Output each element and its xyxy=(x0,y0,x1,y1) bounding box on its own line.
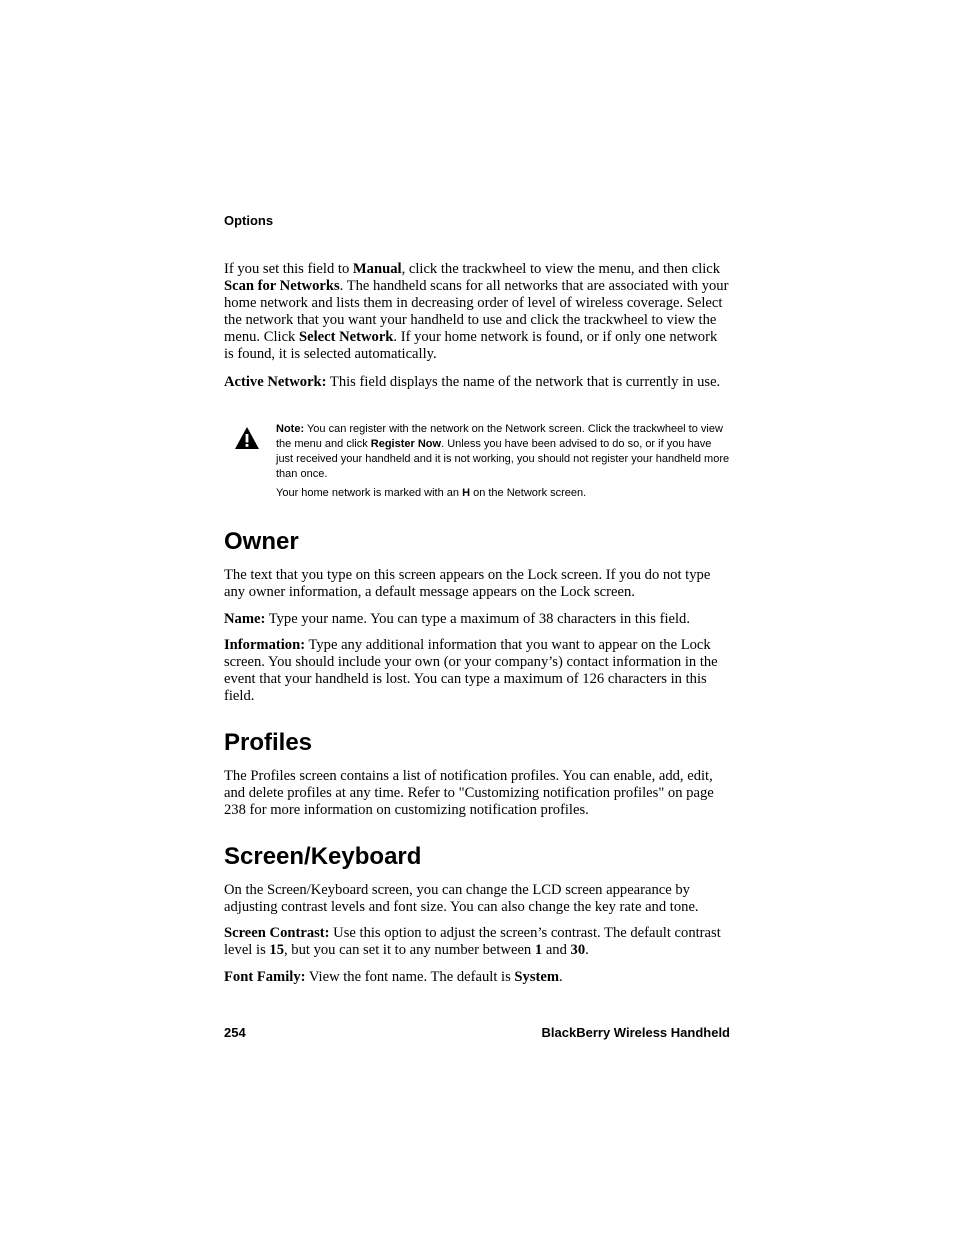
profiles-paragraph: The Profiles screen contains a list of notification profiles. You can enable, add, edit, and delete profiles at any time. Refer to "Customizing notification profiles" on page 238 for more information on customizing notification profiles. xyxy=(224,768,714,818)
note-home-network-text: Your home network is marked with an H on the Network screen. xyxy=(276,487,587,499)
network-selection-paragraph: If you set this field to Manual, click the trackwheel to view the menu, and then click Scan for Networks. The handheld scans for all networks that are associated with your home network and lists them in decreasing order of level of wireless coverage. Select the network that you want your handheld to use and click the trackwheel to view the menu. Click Select Network. If your home network is found, or if only one network is found, it is selected automatically. xyxy=(224,261,729,362)
active-network-label: Active Network: xyxy=(224,374,327,390)
profiles-heading: Profiles xyxy=(224,729,313,756)
screen-keyboard-heading: Screen/Keyboard xyxy=(224,843,422,870)
page-number: 254 xyxy=(224,1025,246,1040)
page-footer xyxy=(224,1025,730,1040)
warning-icon xyxy=(234,426,260,450)
note-text: Note: You can register with the network on the Network screen. Click the trackwheel to view the menu and click Register Now. Unless you have been advised to do so, or if you have just received your handheld and it is not working, you should not register your handheld more than once. xyxy=(276,423,730,480)
note-label: Note: xyxy=(276,423,305,435)
owner-information-paragraph: Information: Type any additional information that you want to appear on the Lock screen. You should include your own (or your company’s) contact information in the event that your handheld is lost. You can type a maximum of 126 characters in this field. xyxy=(224,637,718,704)
owner-heading: Owner xyxy=(224,528,299,555)
screen-contrast-paragraph: Screen Contrast: Use this option to adjust the screen’s contrast. The default contrast level is 15, but you can set it to any number between 1 and 30. xyxy=(224,925,721,958)
active-network-paragraph: Active Network: This field displays the name of the network that is currently in use. xyxy=(224,374,721,390)
font-family-paragraph: Font Family: View the font name. The default is System. xyxy=(224,969,563,985)
owner-name-paragraph: Name: Type your name. You can type a maximum of 38 characters in this field. xyxy=(224,611,691,627)
running-header: Options xyxy=(224,213,274,228)
book-title: BlackBerry Wireless Handheld xyxy=(541,1025,730,1040)
screen-keyboard-intro: On the Screen/Keyboard screen, you can change the LCD screen appearance by adjusting contrast levels and font size. You can also change the key rate and tone. xyxy=(224,882,699,915)
owner-intro: The text that you type on this screen appears on the Lock screen. If you do not type any owner information, a default message appears on the Lock screen. xyxy=(224,567,711,600)
